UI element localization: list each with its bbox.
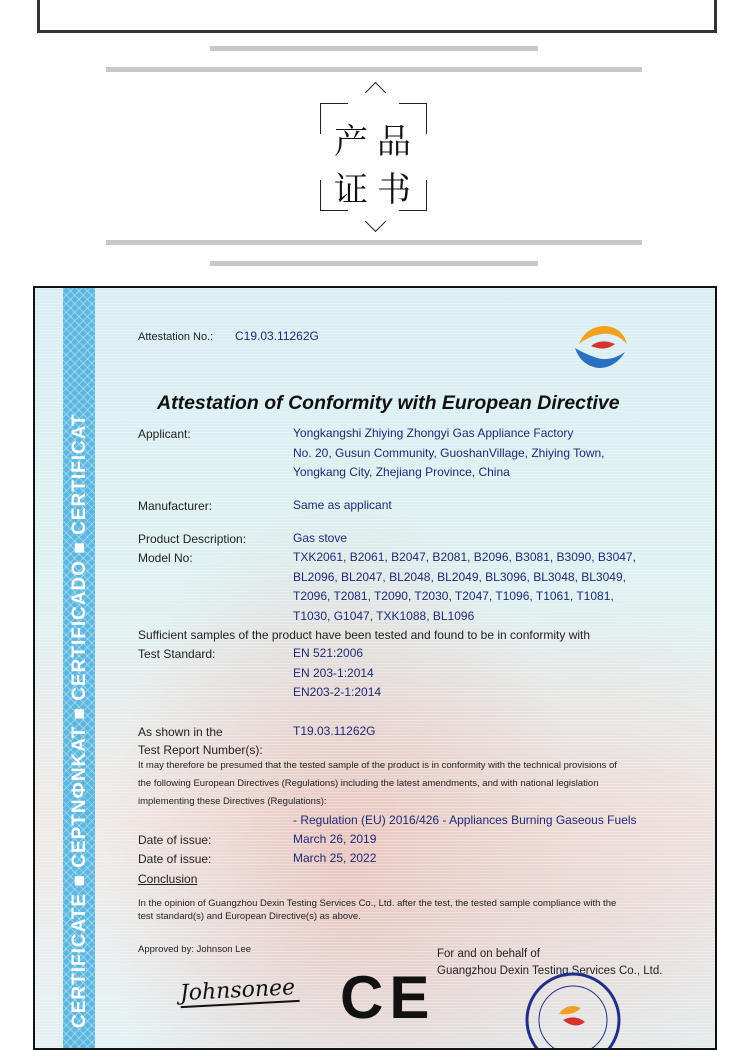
text-line: T2096, T2081, T2090, T2030, T2047, T1096, T1061, T1081, (293, 589, 614, 604)
heading-char: 书 (377, 170, 411, 210)
ce-mark: CE (340, 964, 436, 1031)
conclusion-label: Conclusion (138, 872, 198, 886)
strip-text: CERTIFICATE ■ CEPTNФNKAT ■ CERTIFICADO ■ CERTIFICAT (69, 413, 90, 1028)
text-line: BL2096, BL2047, BL2048, BL2049, BL3096, BL3048, BL3049, (293, 569, 626, 584)
report-label: As shown in the (138, 725, 223, 739)
text-line: Yongkang City, Zhejiang Province, China (293, 465, 510, 480)
report-label: Test Report Number(s): (138, 743, 263, 757)
applicant-label: Applicant: (138, 427, 191, 441)
divider (210, 261, 538, 266)
text-line: EN 203-1:2014 (293, 665, 374, 680)
text-line: TXK2061, B2061, B2047, B2081, B2096, B3081, B3090, B3047, (293, 550, 636, 564)
heading-char: 产 (334, 122, 368, 162)
text-line: In the opinion of Guangzhou Dexin Testing Services Co., Ltd. after the test, the tested sample compliance with the (138, 898, 617, 909)
attestation-number: C19.03.11262G (235, 329, 319, 343)
product-label: Product Description: (138, 532, 247, 546)
samples-text: Sufficient samples of the product have been tested and found to be in conformity with (138, 628, 591, 642)
heading-char: 证 (334, 170, 368, 210)
manufacturer-label: Manufacturer: (138, 499, 213, 513)
certificate-image (33, 286, 717, 1050)
company-seal (523, 970, 623, 1050)
standards-value (293, 644, 381, 703)
date-expiry-value: March 25, 2022 (293, 851, 377, 865)
chevron-down-icon (365, 211, 386, 232)
divider (106, 240, 642, 245)
date-issue-value: March 26, 2019 (293, 832, 377, 846)
model-label: Model No: (138, 551, 193, 565)
product-value: Gas stove (293, 531, 348, 545)
text-line: EN203-2-1:2014 (293, 685, 382, 700)
approved-by: Approved by: Johnson Lee (138, 944, 252, 955)
text-line: No. 20, Gusun Community, GuoshanVillage, Zhiying Town, (293, 445, 605, 460)
date-label: Date of issue: (138, 852, 212, 866)
presumption-text (138, 757, 678, 811)
applicant-value (293, 424, 605, 483)
regulation-value: - Regulation (EU) 2016/426 - Appliances Burning Gaseous Fuels (293, 813, 637, 827)
lab-logo (571, 322, 631, 372)
model-value (293, 548, 636, 626)
manufacturer-value: Same as applicant (293, 498, 392, 512)
text-line: test standard(s) and European Directive(s) as above. (138, 911, 361, 922)
heading-char: 品 (377, 122, 411, 162)
chevron-up-icon (365, 82, 386, 103)
standard-label: Test Standard: (138, 647, 216, 661)
previous-section-box (37, 0, 717, 33)
behalf-company: Guangzhou Dexin Testing Services Co., Ltd. (437, 965, 663, 977)
attestation-label: Attestation No.: (138, 331, 214, 343)
report-number: T19.03.11262G (293, 724, 376, 738)
divider (106, 67, 642, 72)
date-label: Date of issue: (138, 833, 212, 847)
certificate-side-strip (63, 288, 95, 1048)
certificate-title: Attestation of Conformity with European Directive (157, 392, 620, 414)
text-line: It may therefore be presumed that the tested sample of the product is in conformity with the technical provisions of (138, 760, 617, 771)
divider (210, 46, 538, 51)
text-line: Yongkangshi Zhiying Zhongyi Gas Appliance Factory (293, 426, 574, 440)
behalf-text: For and on behalf of (437, 948, 540, 960)
text-line: T1030, G1047, TXK1088, BL1096 (293, 608, 475, 623)
opinion-text (138, 897, 678, 923)
text-line: implementing these Directives (Regulations): (138, 796, 327, 807)
signature: Johnsonee (179, 975, 299, 1008)
text-line: the following European Directives (Regulations) including the latest amendments, and with national legislation (138, 778, 599, 789)
text-line: EN 521:2006 (293, 646, 364, 660)
